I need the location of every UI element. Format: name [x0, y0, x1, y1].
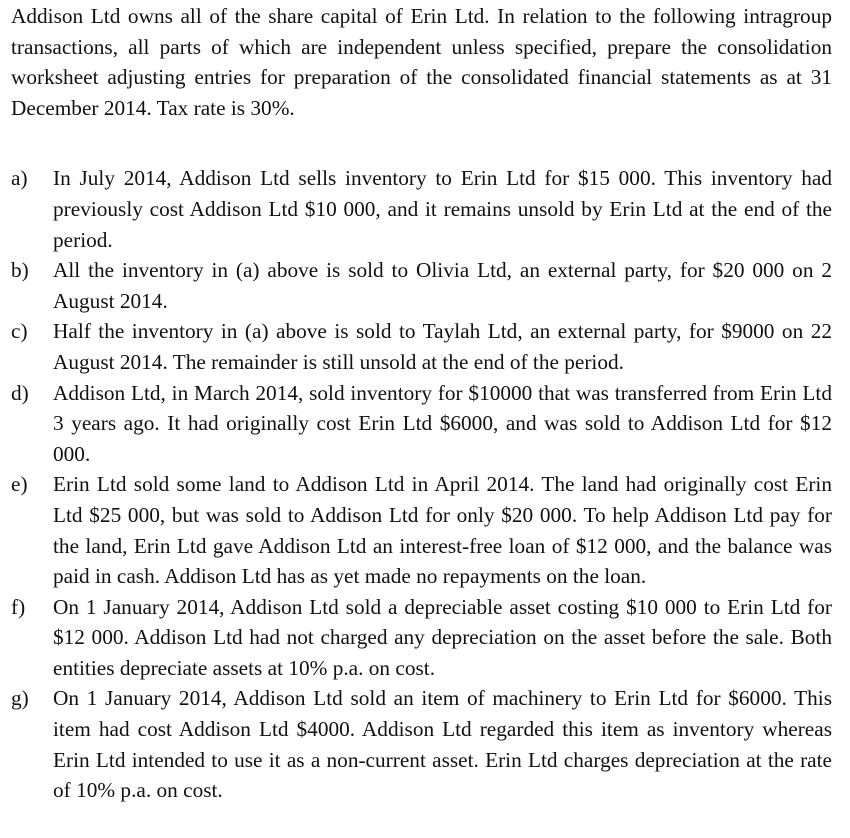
question-label: f): [11, 594, 26, 619]
intro-paragraph: Addison Ltd owns all of the share capital of Erin Ltd. In relation to the following intragroup transactions, all parts of which are independent unless specified, prepare the consolidation worksheet adjusting entries for preparation of the consolidated financial statements as at 31 December 2014. Tax rate is 30%.: [11, 4, 832, 120]
question-item-f: [11, 592, 832, 684]
question-label: g): [11, 686, 29, 711]
question-item-e: [11, 469, 832, 591]
question-list: [11, 163, 832, 805]
question-text: All the inventory in (a) above is sold to Olivia Ltd, an external party, for $20 000 on 2 August 2014.: [53, 258, 832, 313]
question-text: Half the inventory in (a) above is sold to Taylah Ltd, an external party, for $9000 on 22 August 2014. The remainder is still unsold at the end of the period.: [53, 319, 832, 374]
question-label: e): [11, 472, 28, 497]
question-text: On 1 January 2014, Addison Ltd sold an item of machinery to Erin Ltd for $6000. This item had cost Addison Ltd $4000. Addison Ltd regarded this item as inventory whereas Erin Ltd intended to use it as a non-current asset. Erin Ltd charges depreciation at the rate of 10% p.a. on cost.: [53, 686, 832, 803]
question-text: Erin Ltd sold some land to Addison Ltd in April 2014. The land had originally cost Erin Ltd $25 000, but was sold to Addison Ltd for only $20 000. To help Addison Ltd pay for the land, Erin Ltd gave Addison Ltd an interest-free loan of $12 000, and the balance was paid in cash. Addison Ltd has as yet made no repayments on the loan.: [53, 472, 832, 589]
question-text: Addison Ltd, in March 2014, sold inventory for $10000 that was transferred from Erin Ltd 3 years ago. It had originally cost Erin Ltd $6000, and was sold to Addison Ltd for $12 000.: [53, 380, 832, 466]
question-text: On 1 January 2014, Addison Ltd sold a depreciable asset costing $10 000 to Erin Ltd for $12 000. Addison Ltd had not charged any depreciation on the asset before the sale. Both entities depreciate assets at 10% p.a. on cost.: [53, 594, 832, 680]
question-item-g: [11, 683, 832, 805]
question-item-a: [11, 163, 832, 255]
question-item-c: [11, 316, 832, 377]
question-label: c): [11, 319, 28, 344]
question-label: b): [11, 258, 29, 283]
question-text: In July 2014, Addison Ltd sells inventory to Erin Ltd for $15 000. This inventory had previously cost Addison Ltd $10 000, and it remains unsold by Erin Ltd at the end of the period.: [53, 166, 832, 252]
question-label: a): [11, 166, 28, 191]
question-item-d: [11, 378, 832, 470]
question-label: d): [11, 380, 29, 405]
question-item-b: [11, 255, 832, 316]
